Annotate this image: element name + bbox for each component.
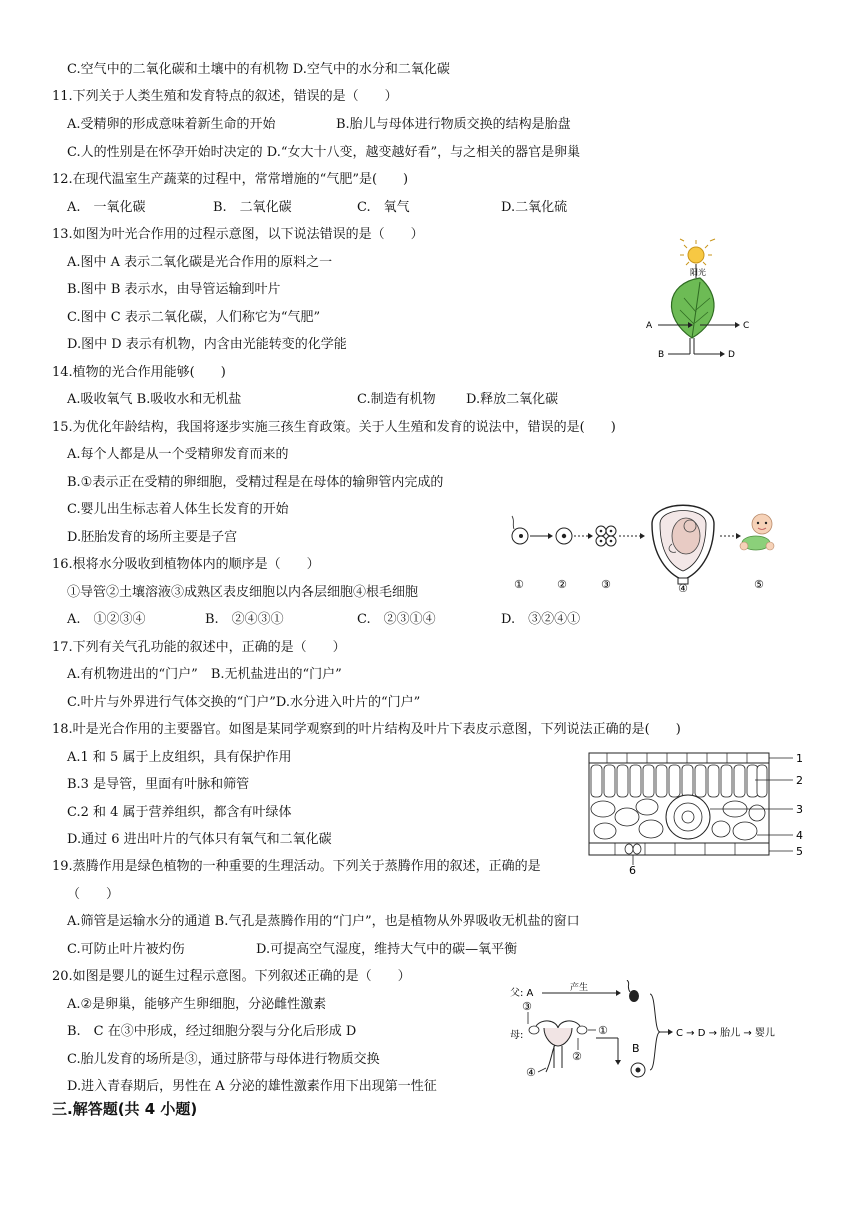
lower-epidermis bbox=[589, 843, 769, 855]
photosynthesis-leaf-figure bbox=[640, 238, 760, 366]
q16-option-a: A. ①②③④ bbox=[67, 612, 146, 627]
cell-cluster-icon bbox=[596, 526, 616, 546]
q16-option-c: C. ②③①④ bbox=[357, 612, 436, 627]
stage-1-label: ① bbox=[514, 578, 524, 591]
q18-option-b: B.3 是导管，里面有叶脉和筛管 bbox=[67, 777, 250, 792]
label-5: 5 bbox=[796, 845, 803, 858]
upper-epidermis bbox=[589, 753, 769, 763]
label-d: D bbox=[728, 350, 735, 360]
q17-option-a-b: A.有机物进出的“门户” B.无机盐进出的“门户” bbox=[67, 667, 342, 682]
q11-option-a: A.受精卵的形成意味着新生命的开始 bbox=[67, 117, 276, 132]
human-development-figure bbox=[500, 494, 790, 592]
q13-stem: 13.如图为叶光合作用的过程示意图，以下说法错误的是（ ） bbox=[52, 227, 424, 242]
q17-option-c-d: C.叶片与外界进行气体交换的“门户”D.水分进入叶片的“门户” bbox=[67, 695, 421, 710]
q11-stem: 11.下列关于人类生殖和发育特点的叙述，错误的是（ ） bbox=[52, 89, 398, 104]
produce-label: 产生 bbox=[570, 983, 589, 993]
stage-4-label: ④ bbox=[678, 582, 688, 592]
q18-option-a: A.1 和 5 属于上皮组织，具有保护作用 bbox=[67, 750, 292, 765]
q12-option-c: C. 氧气 bbox=[357, 200, 410, 215]
q16-option-b: B. ②④③① bbox=[205, 612, 284, 627]
zygote-icon bbox=[556, 528, 572, 544]
q12-option-d: D.二氧化硫 bbox=[501, 200, 568, 215]
label-b: B bbox=[658, 350, 665, 360]
q15-option-b: B.①表示正在受精的卵细胞，受精过程是在母体的输卵管内完成的 bbox=[67, 475, 444, 490]
label-6: 6 bbox=[629, 864, 636, 875]
birth-process-figure bbox=[508, 980, 798, 1080]
q13-option-a: A.图中 A 表示二氧化碳是光合作用的原料之一 bbox=[67, 255, 333, 270]
stage-3-label: ③ bbox=[601, 578, 611, 591]
q18-option-d: D.通过 6 进出叶片的气体只有氧气和二氧化碳 bbox=[67, 832, 332, 847]
q19-option-d: D.可提高空气湿度，维持大气中的碳—氧平衡 bbox=[256, 942, 518, 957]
father-label: 父: A bbox=[510, 988, 534, 999]
q18-option-c: C.2 和 4 属于营养组织，都含有叶绿体 bbox=[67, 805, 292, 820]
q14-stem: 14.植物的光合作用能够( ) bbox=[52, 365, 226, 380]
label-a: A bbox=[646, 321, 653, 331]
q12-option-a: A. 一氧化碳 bbox=[67, 200, 146, 215]
label-3: 3 bbox=[796, 803, 803, 816]
q20-stem: 20.如图是婴儿的诞生过程示意图。下列叙述正确的是（ ） bbox=[52, 969, 411, 984]
q10-option-c-d: C.空气中的二氧化碳和土壤中的有机物 D.空气中的水分和二氧化碳 bbox=[67, 62, 450, 77]
label-4: ④ bbox=[526, 1066, 536, 1079]
section-3-heading: 三.解答题(共 4 小题) bbox=[52, 1100, 198, 1118]
q19-option-c: C.可防止叶片被灼伤 bbox=[67, 942, 185, 957]
q16-stem: 16.根将水分吸收到植物体内的顺序是（ ） bbox=[52, 557, 320, 572]
q15-stem: 15.为优化年龄结构，我国将逐步实施三孩生育政策。关于人生殖和发育的说法中，错误的是( ) bbox=[52, 420, 616, 435]
q15-option-a: A.每个人都是从一个受精卵发育而来的 bbox=[67, 447, 289, 462]
development-chain: C → D → 胎儿 → 婴儿 bbox=[676, 1028, 775, 1039]
q18-stem: 18.叶是光合作用的主要器官。如图是某同学观察到的叶片结构及叶片下表皮示意图，下列说法正确的是( ) bbox=[52, 722, 681, 737]
q20-option-b: B. C 在③中形成，经过细胞分裂与分化后形成 D bbox=[67, 1024, 357, 1039]
label-c: C bbox=[743, 321, 750, 331]
q13-option-c: C.图中 C 表示二氧化碳，人们称它为“气肥” bbox=[67, 310, 321, 325]
mother-label: 母: bbox=[510, 1030, 524, 1041]
stage-2-label: ② bbox=[557, 578, 567, 591]
vein-icon bbox=[666, 795, 710, 839]
q15-option-d: D.胚胎发育的场所主要是子宫 bbox=[67, 530, 238, 545]
label-1: 1 bbox=[796, 752, 803, 765]
q20-option-a: A.②是卵巢，能够产生卵细胞，分泌雌性激素 bbox=[67, 997, 327, 1012]
leaf-cross-section-figure bbox=[585, 747, 810, 875]
stage-5-label: ⑤ bbox=[754, 578, 764, 591]
label-2: ② bbox=[572, 1050, 582, 1063]
q14-option-a-b: A.吸收氧气 B.吸收水和无机盐 bbox=[67, 392, 242, 407]
egg-icon bbox=[631, 1063, 645, 1077]
q11-option-b: B.胎儿与母体进行物质交换的结构是胎盘 bbox=[336, 117, 571, 132]
fertilizing-egg-icon bbox=[512, 516, 528, 544]
label-3: ③ bbox=[522, 1000, 532, 1013]
q16-sequence-list: ①导管②土壤溶液③成熟区表皮细胞以内各层细胞④根毛细胞 bbox=[67, 585, 419, 600]
label-b: B bbox=[632, 1042, 640, 1055]
palisade-tissue bbox=[591, 765, 767, 797]
female-reproductive-system-icon bbox=[528, 1012, 596, 1072]
q17-stem: 17.下列有关气孔功能的叙述中，正确的是（ ） bbox=[52, 640, 346, 655]
baby-icon bbox=[740, 514, 774, 550]
q20-option-c: C.胎儿发育的场所是③，通过脐带与母体进行物质交换 bbox=[67, 1052, 380, 1067]
label-1: ① bbox=[598, 1024, 608, 1037]
q14-option-d: D.释放二氧化碳 bbox=[466, 392, 559, 407]
q15-option-c: C.婴儿出生标志着人体生长发育的开始 bbox=[67, 502, 289, 517]
sunlight-label: 阳光 bbox=[690, 268, 706, 277]
q16-option-d: D. ③②④① bbox=[501, 612, 581, 627]
uterus-fetus-icon bbox=[652, 505, 714, 584]
q12-stem: 12.在现代温室生产蔬菜的过程中，常常增施的“气肥”是( ) bbox=[52, 172, 409, 187]
q14-option-c: C.制造有机物 bbox=[357, 392, 436, 407]
q13-option-b: B.图中 B 表示水，由导管运输到叶片 bbox=[67, 282, 281, 297]
q20-option-d: D.进入青春期后，男性在 A 分泌的雄性激素作用下出现第一性征 bbox=[67, 1079, 437, 1094]
q12-option-b: B. 二氧化碳 bbox=[213, 200, 292, 215]
q19-answer-paren: （ ） bbox=[67, 887, 120, 902]
q11-option-c-d: C.人的性别是在怀孕开始时决定的 D.“女大十八变，越变越好看”，与之相关的器官是卵巢 bbox=[67, 145, 581, 160]
merge-bracket bbox=[650, 994, 660, 1070]
label-4: 4 bbox=[796, 829, 803, 842]
q19-stem: 19.蒸腾作用是绿色植物的一种重要的生理活动。下列关于蒸腾作用的叙述，正确的是 bbox=[52, 859, 541, 874]
sperm-icon bbox=[627, 980, 639, 1002]
label-2: 2 bbox=[796, 774, 803, 787]
q13-option-d: D.图中 D 表示有机物，内含由光能转变的化学能 bbox=[67, 337, 347, 352]
q19-option-a-b: A.筛管是运输水分的通道 B.气孔是蒸腾作用的“门户”，也是植物从外界吸收无机盐的窗口 bbox=[67, 914, 580, 929]
